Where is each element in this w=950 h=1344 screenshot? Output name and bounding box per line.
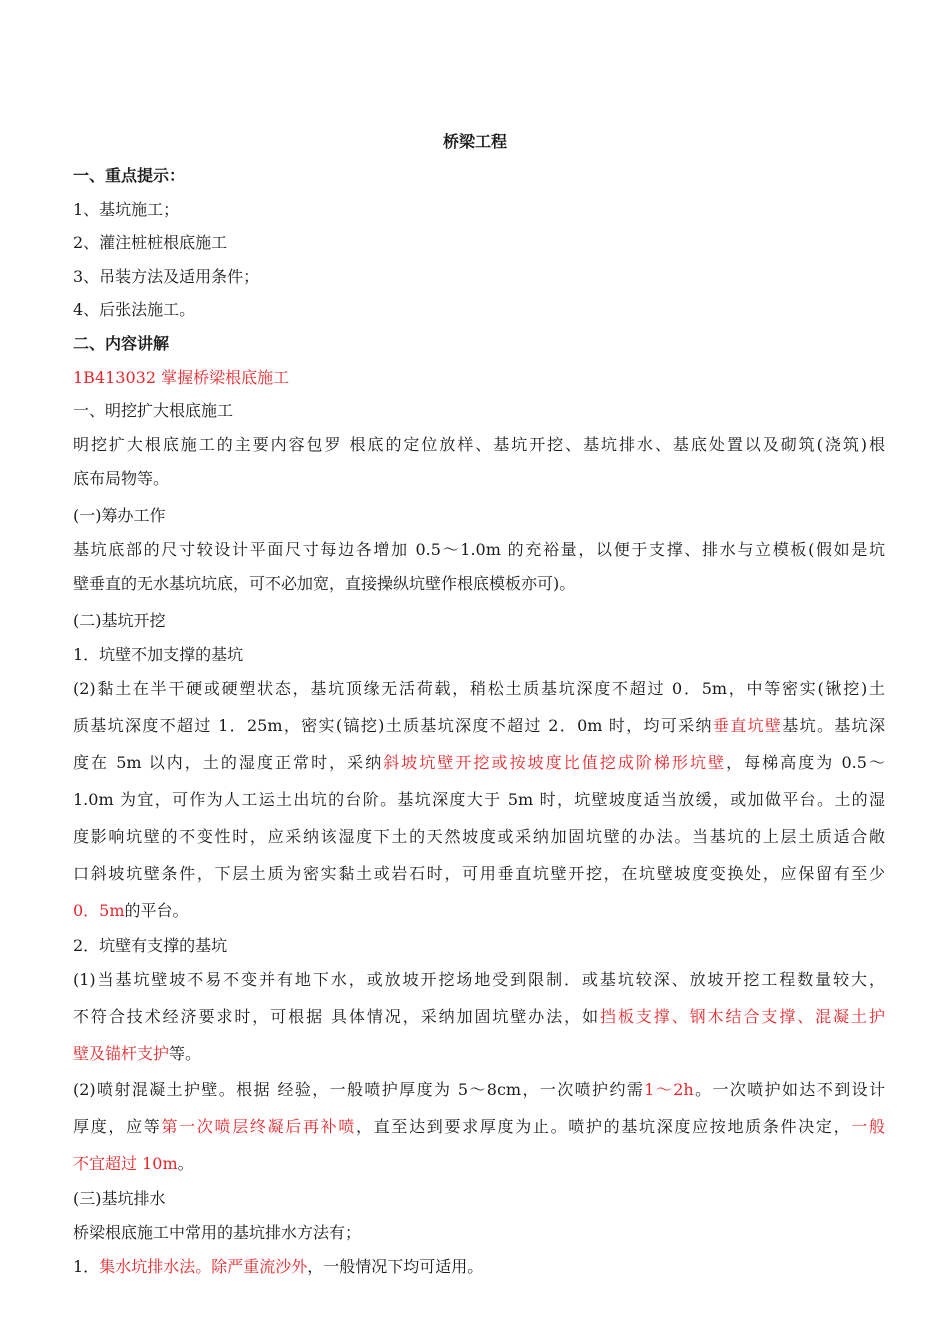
text-run: 。一次喷护如达不到设计	[693, 1080, 885, 1099]
paragraph-line: 基坑底部的尺寸较设计平面尺寸每边各增加 0.5～1.0m 的充裕量，以便于支撑、排水与立模板(假如是坑	[73, 540, 885, 559]
key-point-4: 4、后张法施工。	[73, 300, 196, 319]
key-point-3: 3、吊装方法及适用条件；	[73, 267, 260, 286]
paragraph-line: 口斜坡坑壁条件，下层土质为密实黏土或岩石时，可用垂直坑壁开挖，在坑壁坡度变换处，应保留有至少	[73, 864, 885, 883]
paragraph-line	[73, 1115, 885, 1139]
paragraph-line: 壁垂直的无水基坑坑底，可不必加宽，直接操纵坑壁作根底模板亦可)。	[73, 574, 576, 593]
paragraph-line: 明挖扩大根底施工的主要内容包罗 根底的定位放样、基坑开挖、基坑排水、基底处置以及砌筑(浇筑)根	[73, 435, 885, 454]
paragraph-line	[73, 1005, 885, 1029]
text-run: ，一般情况下均可适用。	[307, 1257, 484, 1276]
section-heading-key-points: 一、重点提示：	[73, 166, 186, 185]
paragraph-line	[73, 714, 885, 738]
paragraph-line	[73, 1255, 885, 1279]
paragraph-line: 1.0m 为宜，可作为人工运土出坑的台阶。基坑深度大于 5m 时，坑壁坡度适当放缓，或加做平台。土的湿	[73, 790, 885, 809]
sub-section-title: (一)筹办工作	[73, 506, 166, 525]
text-run: 质基坑深度不超过 1．25m，密实(镐挖)土质基坑深度不超过 2．0m 时，均可采纳	[73, 716, 713, 735]
highlight-text: 第一次喷层终凝后再补喷	[161, 1117, 357, 1136]
sub-section-title: (三)基坑排水	[73, 1189, 166, 1208]
text-run: 度在 5m 以内，土的湿度正常时，采纳	[73, 753, 384, 772]
paragraph-line	[73, 1152, 885, 1176]
text-run: 的平台。	[124, 901, 189, 920]
paragraph-line	[73, 1078, 885, 1102]
paragraph-line: 底布局物等。	[73, 469, 170, 488]
code-heading: 1B413032 掌握桥梁根底施工	[73, 368, 290, 387]
highlight-text: 斜坡坑壁开挖或按坡度比值挖成阶梯形坑壁	[383, 753, 727, 772]
key-point-2: 2、灌注桩桩根底施工	[73, 233, 228, 252]
text-run: ，每梯高度为 0.5～	[726, 753, 885, 772]
highlight-text: 0．5m	[73, 901, 125, 920]
text-run: 等。	[169, 1044, 202, 1063]
highlight-text: 除严重流沙外	[211, 1257, 308, 1276]
paragraph-line: 度影响坑壁的不变性时，应采纳该湿度下土的天然坡度或采纳加固坑壁的办法。当基坑的上层土质适合敞	[73, 827, 885, 846]
paragraph-line: (2)黏土在半干硬或硬塑状态，基坑顶缘无活荷载，稍松土质基坑深度不超过 0．5m，中等密实(锹挖)土	[73, 679, 885, 698]
text-run: (2)喷射混凝土护壁。根据 经验，一般喷护厚度为 5～8cm，一次喷护约需	[73, 1080, 645, 1099]
highlight-text: 挡板支撑、钢木结合支撑、混凝土护	[600, 1007, 885, 1026]
text-run: 基坑。基坑深	[782, 716, 885, 735]
text-run: ，直至达到要求厚度为止。喷护的基坑深度应按地质条件决定，	[356, 1117, 852, 1136]
highlight-text: 。	[195, 1257, 212, 1276]
paragraph-line: (1)当基坑壁坡不易不变并有地下水，或放坡开挖场地受到限制．或基坑较深、放坡开挖工程数量较大，	[73, 970, 885, 989]
highlight-text: 壁及锚杆支护	[73, 1044, 170, 1063]
sub-section-title: (二)基坑开挖	[73, 611, 166, 630]
sub-section-title: 一、明挖扩大根底施工	[73, 401, 234, 420]
highlight-text: 不宜超过 10m	[73, 1154, 178, 1173]
paragraph-line: 桥梁根底施工中常用的基坑排水方法有；	[73, 1223, 362, 1242]
highlight-text: 集水坑排水法	[99, 1257, 196, 1276]
section-heading-content: 二、内容讲解	[73, 334, 170, 353]
highlight-text: 1～2h	[644, 1080, 694, 1099]
document-title: 桥梁工程	[442, 132, 507, 151]
paragraph-line	[73, 1042, 885, 1066]
text-run: 。	[177, 1154, 194, 1173]
highlight-text: 一般	[851, 1117, 885, 1136]
item-title: 1．坑壁不加支撑的基坑	[73, 645, 244, 664]
item-title: 2．坑壁有支撑的基坑	[73, 936, 228, 955]
text-run: 1．	[73, 1257, 100, 1276]
paragraph-line	[73, 751, 885, 775]
text-run: 厚度，应等	[73, 1117, 162, 1136]
text-run: 不符合技术经济要求时，可根据 具体情况，采纳加固坑壁办法，如	[73, 1007, 601, 1026]
paragraph-line	[73, 899, 885, 923]
key-point-1: 1、基坑施工；	[73, 200, 180, 219]
highlight-text: 垂直坑壁	[712, 716, 783, 735]
